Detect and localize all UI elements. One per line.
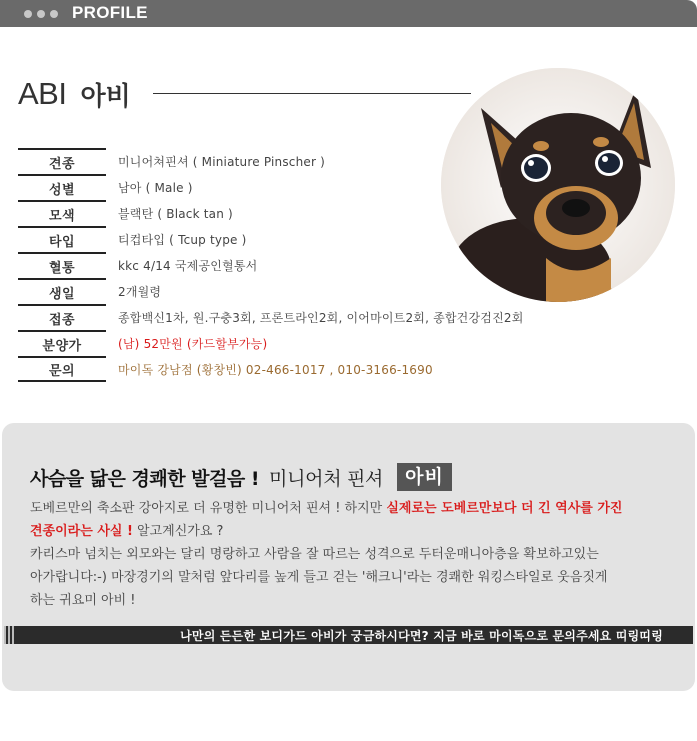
cta-text: 나만의 든든한 보디가드 아비가 궁금하시다면? 지금 바로 마이독으로 문의주세요 띠링띠링: [180, 628, 663, 643]
name-badge: 아비: [397, 463, 452, 491]
profile-header-bar: [0, 0, 697, 27]
info-value: 2개월령: [118, 284, 162, 299]
dot-icon: [37, 10, 45, 18]
promo-description: [30, 497, 675, 612]
desc-text: 알고계신가요 ?: [132, 524, 224, 539]
info-label: 성별: [18, 174, 106, 200]
info-label: 생일: [18, 278, 106, 304]
pet-name-ko: 아비: [80, 81, 131, 112]
info-row-sex: [18, 174, 678, 200]
info-value: 남아 ( Male ): [118, 180, 193, 195]
info-row-pedigree: [18, 252, 678, 278]
info-value: 미니어쳐핀셔 ( Miniature Pinscher ): [118, 154, 326, 169]
info-label: 분양가: [18, 330, 106, 356]
desc-line: [30, 520, 675, 543]
info-label: 접종: [18, 304, 106, 330]
stripe-decoration: [4, 626, 14, 644]
dots-icon: [24, 10, 58, 18]
info-value: 티컵타입 ( Tcup type ): [118, 232, 247, 247]
dot-icon: [24, 10, 32, 18]
pet-name: [18, 74, 131, 114]
info-value: kkc 4/14 국제공인혈통서: [118, 258, 258, 273]
price-value: (남) 52만원 (카드할부가능): [118, 336, 268, 351]
desc-text: 도베르만의 축소판 강아지로 더 유명한 미니어처 핀셔 ! 하지만: [30, 501, 387, 516]
info-label: 문의: [18, 356, 106, 382]
desc-line: [30, 497, 675, 520]
info-row-birth: [18, 278, 678, 304]
name-divider: [153, 93, 471, 94]
profile-title: PROFILE: [72, 3, 148, 22]
info-row-price: [18, 330, 678, 356]
info-row-contact: [18, 356, 678, 382]
headline-strong: 사슴을 닮은 경쾌한 발걸음 !: [30, 467, 260, 490]
info-row-color: [18, 200, 678, 226]
info-row-type: [18, 226, 678, 252]
info-value: 종합백신1차, 원.구충3회, 프론트라인2회, 이어마이트2회, 종합건강검진2회: [118, 310, 524, 325]
desc-highlight: 실제로는 도베르만보다 더 긴 역사를 가진: [386, 501, 623, 516]
info-value: 블랙탄 ( Black tan ): [118, 206, 233, 221]
info-label: 견종: [18, 148, 106, 174]
pet-name-en: ABI: [18, 76, 67, 111]
info-table: [18, 148, 678, 382]
info-row-breed: [18, 148, 678, 174]
desc-line: 하는 귀요미 아비 !: [30, 593, 136, 608]
desc-line: 카리스마 넘치는 외모와는 달리 명랑하고 사람을 잘 따르는 성격으로 두터운매니아층을 확보하고있는: [30, 547, 599, 562]
desc-highlight: 견종이라는 사실 !: [30, 524, 133, 539]
info-label: 혈통: [18, 252, 106, 278]
desc-line: 아가랍니다:-) 마장경기의 말처럼 앞다리를 높게 들고 걷는 '해크니'라는 경쾌한 워킹스타일로 웃음짓게: [30, 570, 608, 585]
info-label: 모색: [18, 200, 106, 226]
promo-headline: [30, 462, 452, 492]
contact-value: 마이독 강남점 (황창빈) 02-466-1017 , 010-3166-1690: [118, 362, 433, 377]
headline-breed: 미니어처 핀셔: [269, 467, 384, 490]
info-label: 타입: [18, 226, 106, 252]
info-row-vaccination: [18, 304, 678, 330]
dot-icon: [50, 10, 58, 18]
cta-bar: [4, 626, 693, 644]
